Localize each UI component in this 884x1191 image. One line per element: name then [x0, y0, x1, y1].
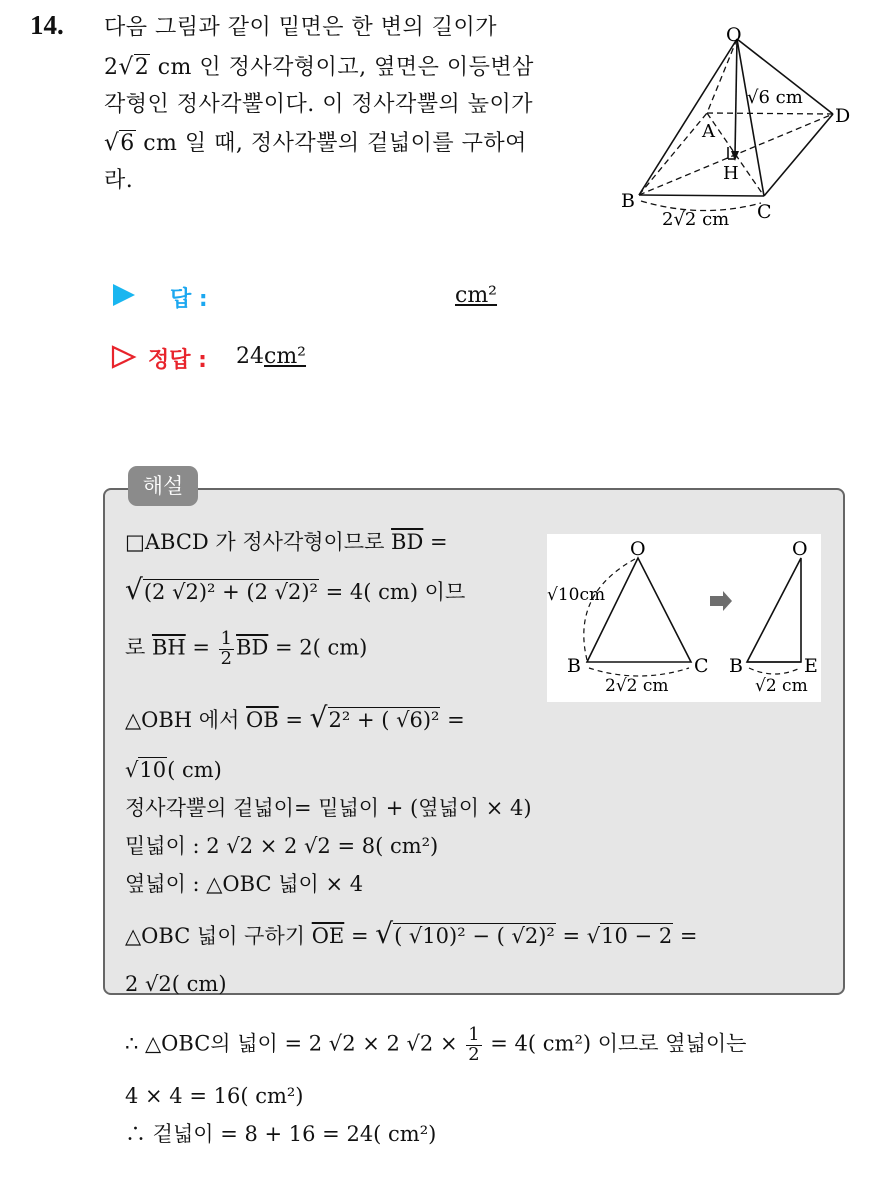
solution-line-1: □ABCD 가 정사각형이므로 $\overline{BD}$ = [125, 530, 448, 554]
svg-text:B: B [729, 655, 743, 677]
label-B: B [621, 190, 635, 212]
solution-line-10: 2 √2( cm) [125, 972, 227, 996]
base-label: 2√2 cm [662, 209, 730, 230]
answer-label: 답 : [170, 287, 208, 312]
svg-text:O: O [630, 538, 646, 560]
solution-line-6: 정사각뿔의 겉넓이= 밑넓이 + (옆넓이 × 4) [125, 796, 532, 820]
label-O: O [726, 24, 742, 46]
solution-line-8: 옆넓이 : △OBC 넓이 × 4 [125, 872, 364, 896]
solution-line-4: △OBH 에서 $\overline{OB} = √2^2$ + ( √6)² = [125, 701, 465, 734]
solution-line-2: √(2 √2)² + (2 √2)² = 4( cm) 이므 [125, 573, 466, 606]
question-number: 14. [30, 10, 64, 40]
solution-line-9: △OBC 넓이 구하기 $\overline{OE}$ = √( √10)² − ( √2)² = √10 − 2 = [125, 917, 698, 950]
svg-text:E: E [804, 655, 818, 677]
solution-line-13: ∴ 겉넓이 = 8 + 16 = 24( cm²) [125, 1122, 437, 1146]
label-A: A [702, 121, 715, 142]
label-C: C [757, 201, 772, 223]
svg-text:√2 cm: √2 cm [755, 676, 808, 696]
svg-text:2√2 cm: 2√2 cm [605, 676, 669, 696]
question-line-3: 각형인 정사각뿔이다. 이 정사각뿔의 높이가 [104, 92, 534, 117]
question-line-2: 2√2 cm 인 정사각형이고, 옆면은 이등변삼 [104, 54, 534, 80]
solution-line-5: √10( cm) [125, 758, 222, 782]
question-line-4: √6 cm 일 때, 정사각뿔의 겉넓이를 구하여 [104, 130, 527, 156]
label-H: H [723, 163, 739, 184]
svg-text:C: C [694, 655, 709, 677]
solution-tag: 해설 [128, 466, 198, 506]
height-label: √6 cm [747, 87, 803, 108]
solution-line-11: ∴ △OBC의 넓이 = 2 √2 × 2 √2 × $\frac{1}{2}$ = 4( cm²) 이므로 옆넓이는 [125, 1024, 747, 1065]
answer-unit: cm² [455, 283, 498, 308]
solution-line-7: 밑넓이 : 2 √2 × 2 √2 = 8( cm²) [125, 834, 439, 858]
question-line-5: 라. [104, 168, 134, 193]
sqrt-symbol: √2 [118, 54, 150, 80]
correct-answer: 24cm² [236, 344, 307, 369]
solution-figure [547, 534, 821, 702]
label-D: D [835, 105, 851, 127]
svg-text:√10cm: √10cm [547, 585, 606, 605]
outline-arrow-icon [111, 345, 137, 369]
svg-text:O: O [792, 538, 808, 560]
question-line-1: 다음 그림과 같이 밑면은 한 변의 길이가 [104, 15, 497, 40]
solution-line-3: 로 $\overline{BH}$ = $\frac{1}{2}$ $\overline{BD} = 2$( cm) [125, 628, 368, 669]
play-arrow-icon [111, 283, 137, 307]
svg-text:B: B [567, 655, 581, 677]
pyramid-figure [605, 15, 865, 230]
solution-line-12: 4 × 4 = 16( cm²) [125, 1084, 304, 1108]
correct-answer-label: 정답 : [148, 348, 207, 373]
